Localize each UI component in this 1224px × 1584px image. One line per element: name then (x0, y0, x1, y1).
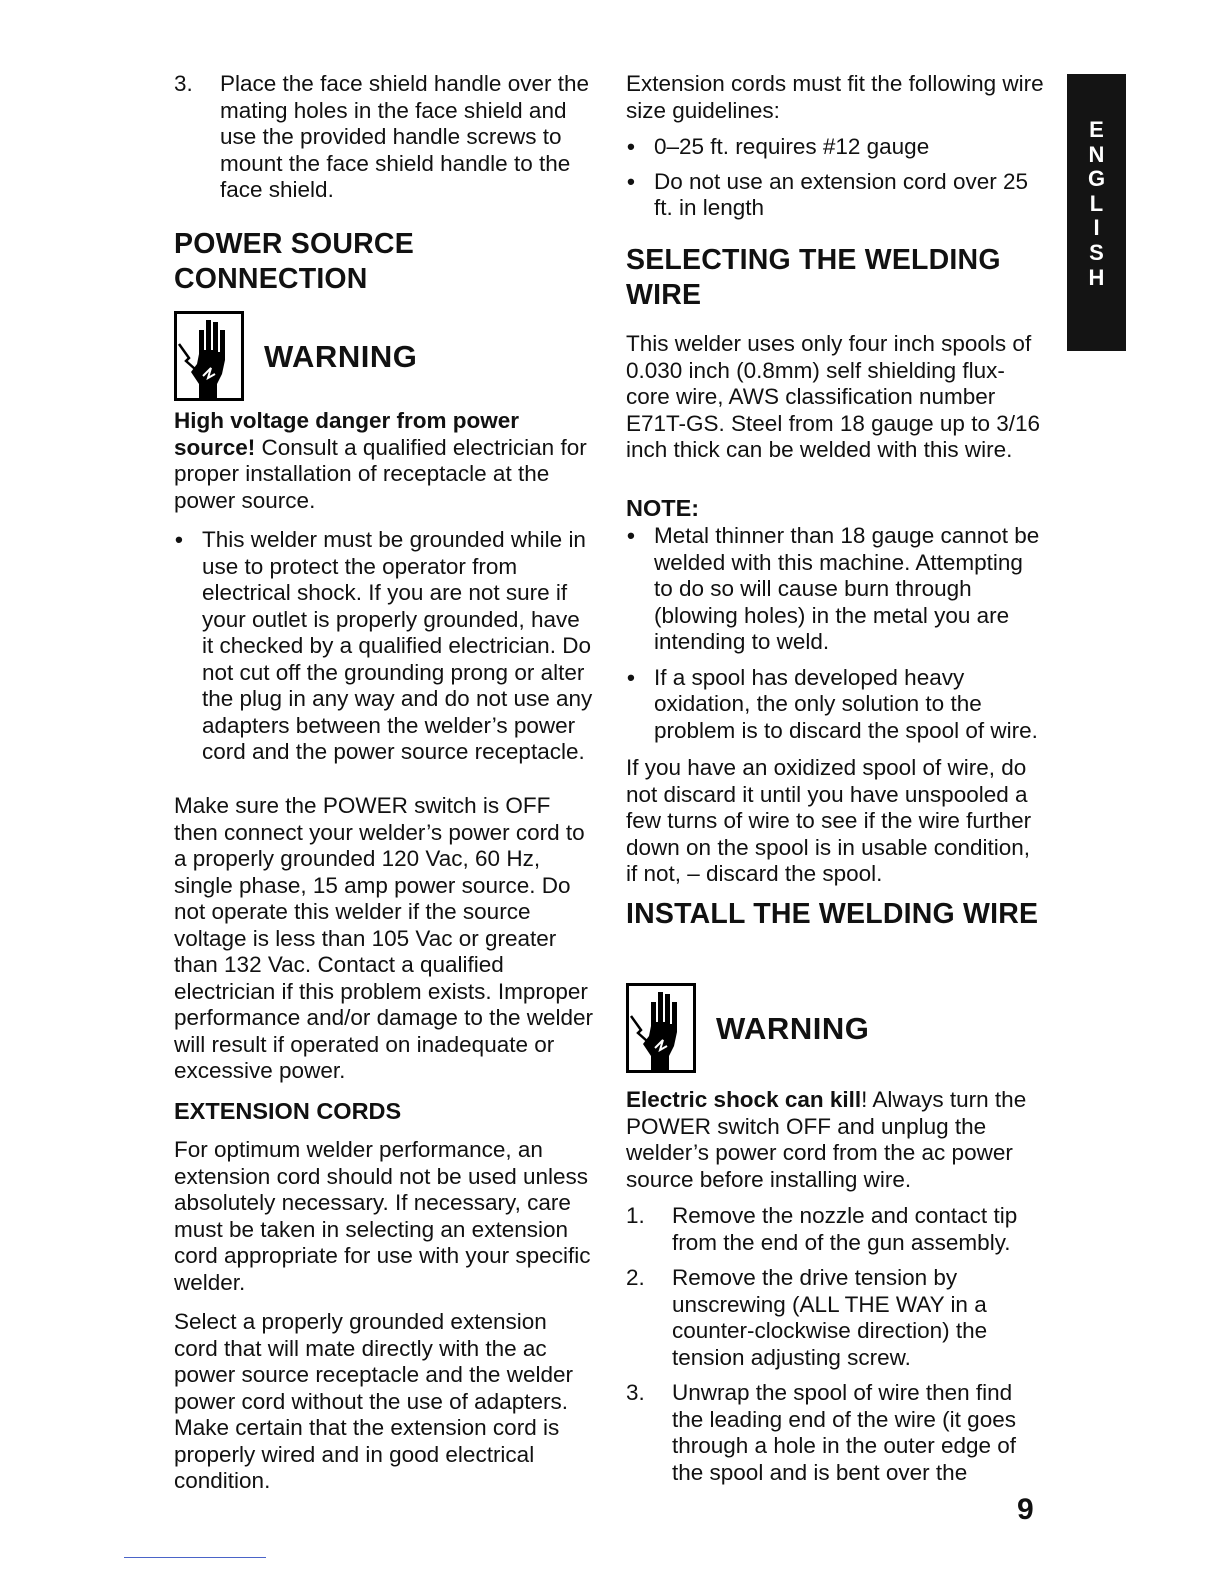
install-step: 3. Unwrap the spool of wire then find the leading end of the wire (it goes through a hole in the outer edge of the spool and is bent over the (626, 1380, 1017, 1485)
oxidized-spool-paragraph: If you have an oxidized spool of wire, do not discard it until you have unspooled a few turns of wire to see if the wire further down on the spool is in usable condition, if not, – discard the spool. (626, 755, 1032, 886)
bullet-icon: • (627, 134, 635, 159)
extension-cords-paragraph-1: For optimum welder performance, an extension cord should not be used unless absolutely necessary. If necessary, care must be taken in selecting an extension cord appropriate for use with your specific welder. (174, 1137, 591, 1295)
install-warning-detail: ! Always turn the POWER switch OFF and unplug the welder’s power cord from the ac power source before installing wire. (626, 1087, 1027, 1192)
bullet-icon: • (627, 168, 635, 194)
electric-shock-hand-icon (626, 983, 696, 1073)
grounding-bullet-text: This welder must be grounded while in use to protect the operator from electrical shock. If you are not sure if your outlet is properly grounded, have it checked by a qualified electrician. Do not cut off the grounding prong or alter the plug in any way and do not use any adapters between the welder’s power cord and the power source receptacle. (202, 527, 593, 764)
selecting-wire-heading: SELECTING THE WELDING WIRE (626, 244, 1001, 311)
wire-gauge-list (626, 134, 1044, 222)
language-tab-letter: E (1089, 117, 1104, 142)
bullet-icon: • (627, 664, 635, 690)
language-tab-letter: H (1088, 264, 1105, 290)
assembly-step-list (174, 71, 594, 204)
power-warning-emphasis: High voltage danger from power source! (174, 408, 520, 460)
footer-rule (124, 1557, 266, 1558)
bullet-icon: • (627, 523, 635, 548)
install-warning-text (626, 1087, 1044, 1193)
install-warning-banner (626, 983, 1044, 1079)
language-tab-english (1067, 74, 1126, 351)
selecting-wire-paragraph: This welder uses only four inch spools of 0.030 inch (0.8mm) self shielding flux-core wire, AWS classification number E71T-GS. Steel from 18 gauge up to 3/16 inch thick can be welded with this wire. (626, 331, 1041, 462)
grounding-bullet (174, 527, 594, 766)
language-tab-letter: S (1089, 239, 1104, 265)
language-tab-letter: N (1088, 141, 1105, 167)
extension-cords-heading: EXTENSION CORDS (174, 1098, 402, 1124)
install-wire-heading: INSTALL THE WELDING WIRE (626, 898, 1039, 930)
assembly-step-3: 3. Place the face shield handle over the mating holes in the face shield and use the provided handle screws to mount the face shield handle to the face shield. (174, 71, 589, 202)
install-step: 2. Remove the drive tension by unscrewing (ALL THE WAY in a counter-clockwise direction) the tension adjusting screw. (626, 1265, 988, 1370)
extension-cord-intro: Extension cords must fit the following wire size guidelines: (626, 71, 1044, 123)
note-bullet-list (626, 523, 1044, 744)
language-tab-letter: I (1093, 215, 1100, 241)
install-warning-emphasis: Electric shock can kill (626, 1087, 862, 1112)
note-bullet: • Metal thinner than 18 gauge cannot be welded with this machine. Attempting to do so will cause burn through (blowing holes) in the metal you are intending to weld. (627, 523, 1040, 654)
note-bullet: • If a spool has developed heavy oxidation, the only solution to the problem is to discard the spool of wire. (627, 664, 1038, 743)
language-tab-letter: L (1089, 190, 1104, 216)
power-warning-text (174, 408, 594, 514)
install-step: 1. Remove the nozzle and contact tip from the end of the gun assembly. (626, 1203, 1018, 1255)
install-step-list (626, 1203, 1044, 1486)
bullet-icon: • (175, 527, 183, 552)
power-warning-label: WARNING (264, 339, 418, 374)
power-instructions-paragraph: Make sure the POWER switch is OFF then connect your welder’s power cord to a properly grounded 120 Vac, 60 Hz, single phase, 15 amp power source. Do not operate this welder if the source voltage is less than 105 Vac or greater than 132 Vac. Contact a qualified electrician if this problem exists. Improper performance and/or damage to the welder will result if operated on inadequate or excessive power. (174, 793, 593, 1083)
wire-gauge-item: • 0–25 ft. requires #12 gauge (627, 134, 930, 159)
note-label: NOTE: (626, 495, 700, 521)
extension-cords-paragraph-2: Select a properly grounded extension cord that will mate directly with the ac power source receptacle and the welder power cord without the use of adapters. Make certain that the extension cord is properly wired and in good electrical condition. (174, 1309, 573, 1493)
power-source-heading: POWER SOURCE CONNECTION (174, 228, 414, 295)
wire-gauge-item: • Do not use an extension cord over 25 ft. in length (627, 168, 1028, 220)
assembly-step-3-text: Place the face shield handle over the mating holes in the face shield and use the provided handle screws to mount the face shield handle to the face shield. (220, 71, 589, 202)
page-number: 9 (1017, 1493, 1034, 1526)
install-warning-label: WARNING (716, 1011, 870, 1046)
language-tab-letter: G (1087, 166, 1106, 192)
power-warning-banner (174, 311, 594, 407)
grounding-bullet-list (174, 527, 594, 766)
electric-shock-hand-icon (174, 311, 244, 401)
power-warning-detail: Consult a qualified electrician for proper installation of receptacle at the power source. (174, 434, 587, 513)
